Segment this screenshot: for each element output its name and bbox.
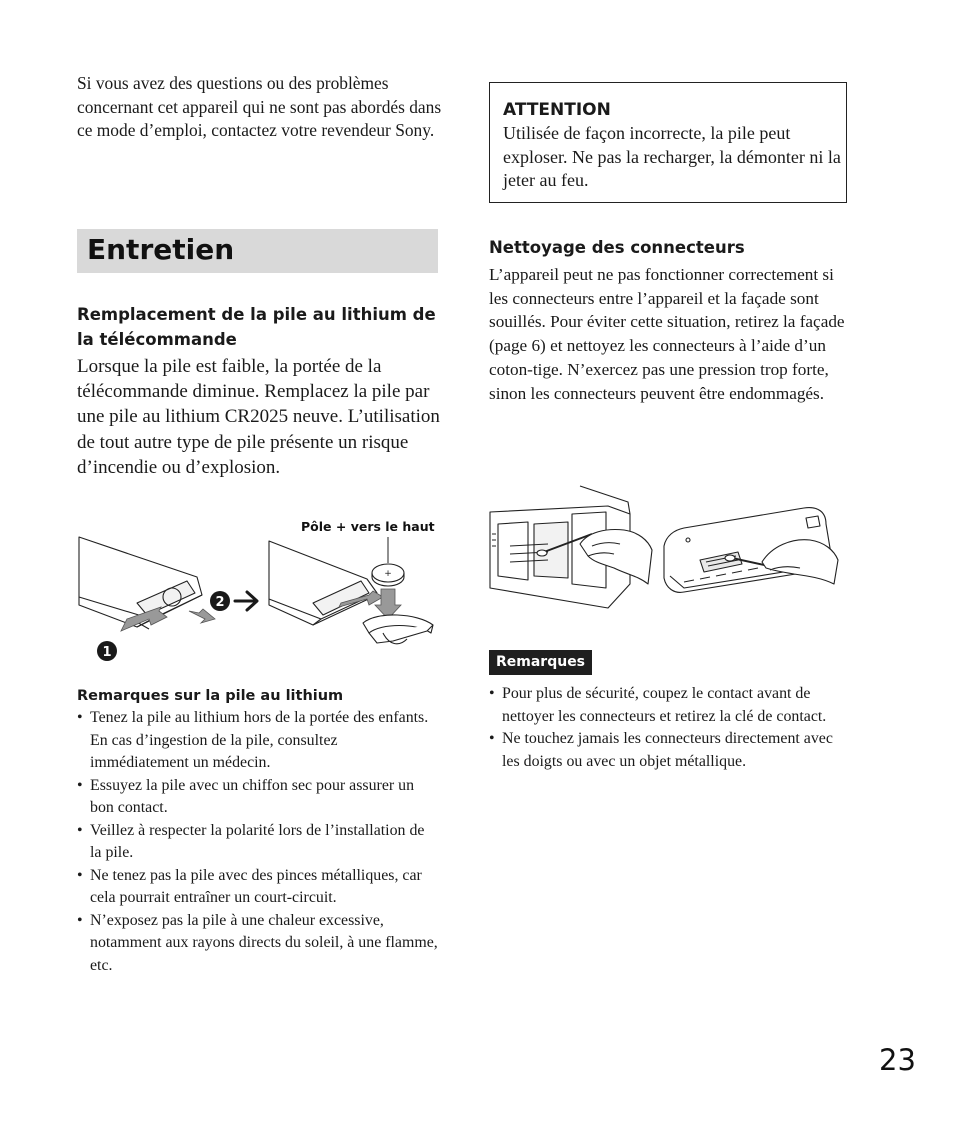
svg-text:+: + (384, 569, 392, 579)
lithium-battery-icon (372, 564, 404, 586)
bullet-icon: • (77, 776, 83, 794)
intro-paragraph: Si vous avez des questions ou des problèmes concernant cet appareil qui ne sont pas abordés dans ce mode d’emploi, contactez votre revendeur Sony. (77, 73, 442, 141)
page-number: 23 (879, 1043, 916, 1077)
list-item: • Ne touchez jamais les connecteurs directement avec les doigts ou avec un objet métallique. (489, 730, 833, 770)
connector-cleaning-body: L’appareil peut ne pas fonctionner correctement si les connecteurs entre l’appareil et la façade sont souillés. Pour éviter cette situation, retirez la façade (page 6) et nettoyez les connecteurs à l’aide d’un coton-tige. N’exercez pas une pression trop forte, sinon les connecteurs peuvent être endommagés. (489, 265, 845, 403)
step-arrow-icon (235, 592, 257, 610)
list-item: • Pour plus de sécurité, coupez le contact avant de nettoyer les connecteurs et retirez la clé de contact. (489, 685, 827, 725)
bullet-icon: • (77, 821, 83, 839)
battery-holder-drawing (363, 615, 433, 644)
section-title: Entretien (87, 233, 235, 266)
list-item: • Essuyez la pile avec un chiffon sec pour assurer un bon contact. (77, 776, 415, 816)
battery-notes-list (77, 707, 439, 977)
battery-replacement-body: Lorsque la pile est faible, la portée de la télécommande diminue. Remplacez la pile par une pile au lithium CR2025 neuve. L’utilisation de tout autre type de pile présente un risque d’incendie ou d’explosion. (77, 356, 440, 478)
list-item: • Tenez la pile au lithium hors de la portée des enfants. En cas d’ingestion de la pile, consultez immédiatement un médecin. (77, 709, 429, 771)
step-2-marker (210, 591, 230, 611)
bullet-icon: • (489, 685, 495, 702)
bullet-icon: • (489, 730, 495, 747)
remote-control-drawing-2 (269, 541, 377, 625)
connector-cleaning-illustration (488, 484, 852, 618)
pole-label: Pôle + vers le haut (301, 519, 435, 534)
remarques-list (489, 683, 851, 773)
svg-text:2: 2 (215, 595, 225, 610)
list-item: • Ne tenez pas la pile avec des pinces métalliques, car cela pourrait entraîner un court-circuit. (77, 866, 422, 906)
battery-replacement-illustration (77, 515, 443, 665)
list-item: • Veillez à respecter la polarité lors de l’installation de la pile. (77, 821, 425, 861)
bullet-icon: • (77, 911, 83, 929)
attention-title: ATTENTION (503, 100, 611, 120)
attention-body: Utilisée de façon incorrecte, la pile peut exploser. Ne pas la recharger, la démonter ni la jeter au feu. (503, 123, 841, 190)
bullet-icon: • (77, 709, 83, 726)
connector-cleaning-heading: Nettoyage des connecteurs (489, 238, 745, 257)
list-item: • N’exposez pas la pile à une chaleur excessive, notamment aux rayons directs du soleil, à une flamme, etc. (77, 911, 438, 974)
battery-replacement-heading: Remplacement de la pile au lithium de la télécommande (77, 305, 436, 349)
remarques-badge: Remarques (489, 650, 592, 675)
bullet-icon: • (77, 866, 83, 884)
step-1-marker (97, 641, 117, 661)
battery-notes-heading: Remarques sur la pile au lithium (77, 688, 344, 704)
svg-text:1: 1 (102, 645, 112, 660)
